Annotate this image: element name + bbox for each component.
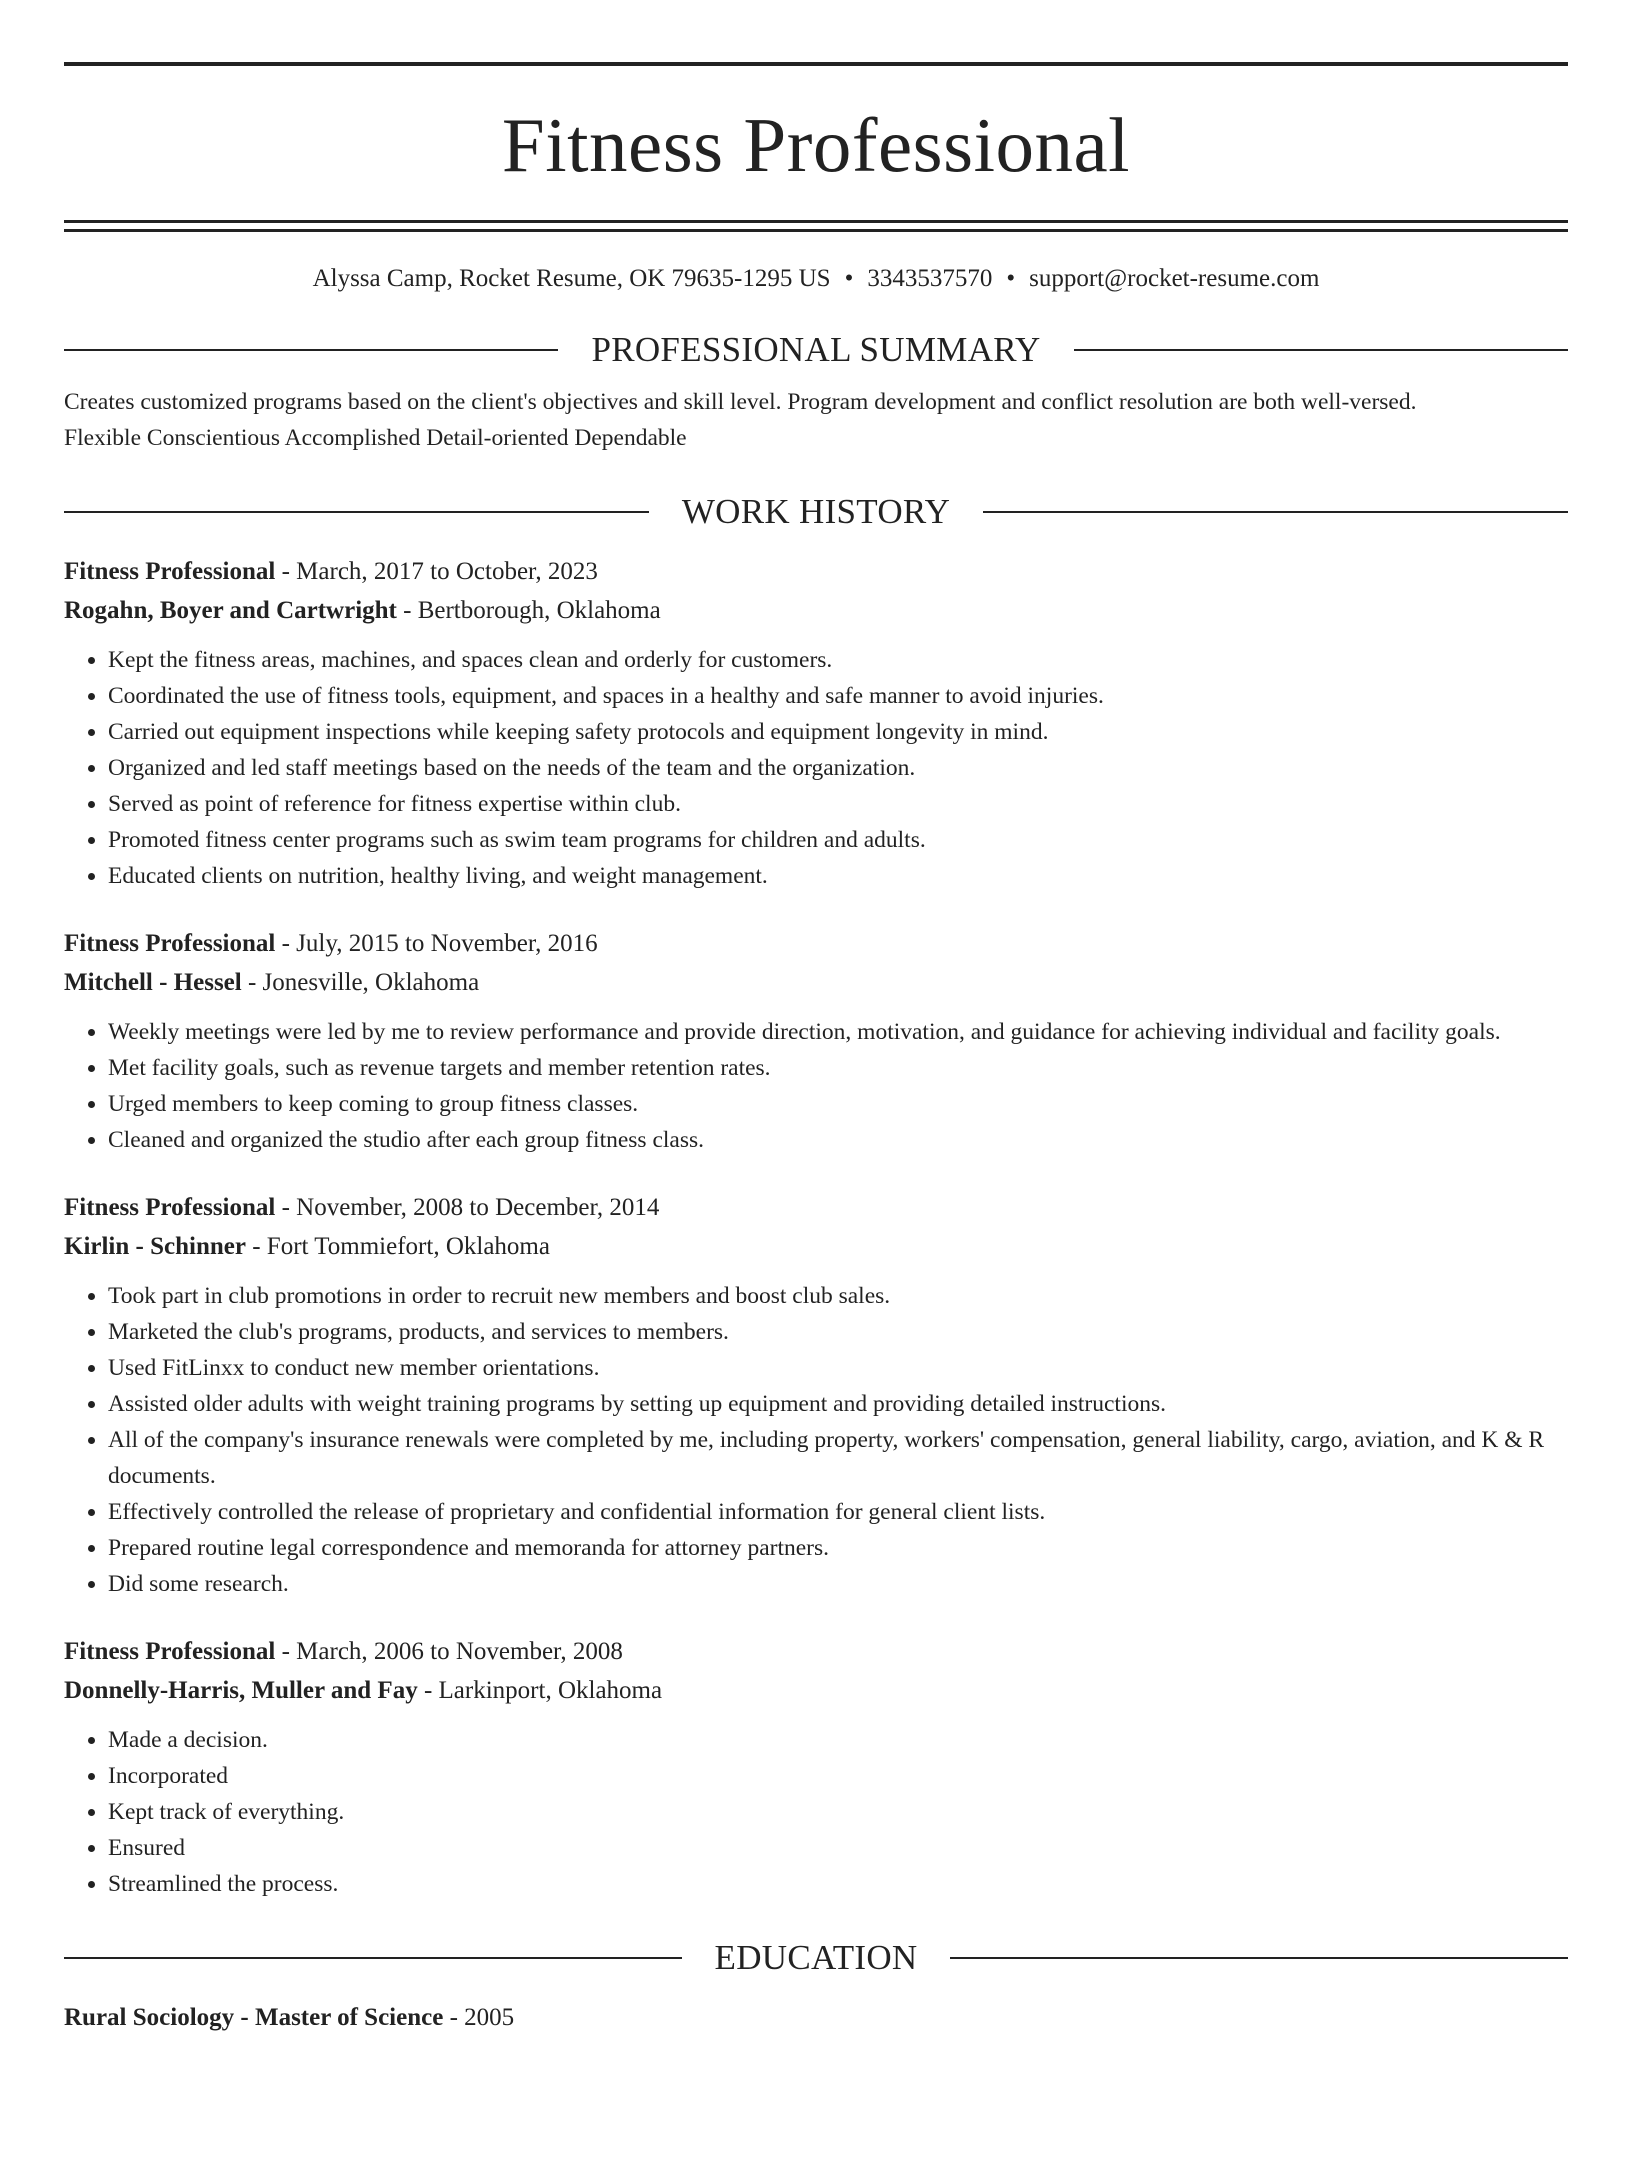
bullet-item: • Coordinated the use of fitness tools, equipment, and spaces in a healthy and safe manner to avoid injuries. bbox=[108, 678, 1568, 714]
job-title: Fitness Professional bbox=[64, 930, 276, 957]
job-company-line bbox=[64, 1671, 1568, 1710]
summary-text bbox=[64, 384, 1568, 456]
education-degree: Rural Sociology - Master of Science bbox=[64, 2004, 444, 2031]
job-dates: - July, 2015 to November, 2016 bbox=[275, 930, 598, 957]
job-location: - Bertborough, Oklahoma bbox=[396, 597, 661, 624]
bullet-item: • All of the company's insurance renewals were completed by me, including property, workers' compensation, general liability, cargo, aviation, and K & R documents. bbox=[108, 1422, 1568, 1494]
bullet-item: • Made a decision. bbox=[108, 1722, 1568, 1758]
work-section-heading bbox=[64, 490, 1568, 534]
job-bullets bbox=[64, 1722, 1568, 1902]
job-title-line bbox=[64, 924, 1568, 963]
bullet-item: • Marketed the club's programs, products, and services to members. bbox=[108, 1314, 1568, 1350]
contact-separator: • bbox=[844, 265, 854, 292]
resume-page bbox=[0, 62, 1632, 2174]
summary-line: Flexible Conscientious Accomplished Detail-oriented Dependable bbox=[64, 425, 687, 451]
job-company-line bbox=[64, 963, 1568, 1002]
bullet-item: • Weekly meetings were led by me to review performance and provide direction, motivation, and guidance for achieving individual and facility goals. bbox=[108, 1014, 1568, 1050]
job-company: Kirlin - Schinner bbox=[64, 1233, 246, 1260]
education-year: - 2005 bbox=[443, 2004, 515, 2031]
work-heading-label: WORK HISTORY bbox=[681, 492, 951, 531]
bullet-item: • Took part in club promotions in order to recruit new members and boost club sales. bbox=[108, 1278, 1568, 1314]
contact-email: support@rocket-resume.com bbox=[1029, 265, 1320, 292]
job-location: - Larkinport, Oklahoma bbox=[417, 1677, 663, 1704]
heading-rule-left bbox=[64, 349, 558, 351]
job-dates: - March, 2006 to November, 2008 bbox=[275, 1638, 623, 1665]
bullet-item: • Used FitLinxx to conduct new member orientations. bbox=[108, 1350, 1568, 1386]
bullet-item: • Ensured bbox=[108, 1830, 1568, 1866]
resume-title: Fitness Professional bbox=[501, 102, 1131, 188]
job-entry bbox=[64, 924, 1568, 1158]
job-entry bbox=[64, 1632, 1568, 1902]
job-bullets bbox=[64, 642, 1568, 894]
bullet-item: • Served as point of reference for fitness expertise within club. bbox=[108, 786, 1568, 822]
job-dates: - November, 2008 to December, 2014 bbox=[275, 1194, 660, 1221]
bullet-item: • Assisted older adults with weight training programs by setting up equipment and providing detailed instructions. bbox=[108, 1386, 1568, 1422]
job-bullets bbox=[64, 1278, 1568, 1602]
bullet-item: • Kept the fitness areas, machines, and spaces clean and orderly for customers. bbox=[108, 642, 1568, 678]
education-heading-label: EDUCATION bbox=[714, 1938, 918, 1977]
contact-separator: • bbox=[1006, 265, 1016, 292]
contact-address: Alyssa Camp, Rocket Resume, OK 79635-1295 US bbox=[312, 265, 831, 292]
heading-rule-right bbox=[983, 511, 1568, 513]
header-double-rule bbox=[64, 220, 1568, 232]
job-company-line bbox=[64, 1227, 1568, 1266]
summary-line: Creates customized programs based on the client's objectives and skill level. Program development and conflict resolution are both well-versed. bbox=[64, 389, 1417, 415]
bullet-item: • Promoted fitness center programs such as swim team programs for children and adults. bbox=[108, 822, 1568, 858]
bullet-item: • Effectively controlled the release of proprietary and confidential information for general client lists. bbox=[108, 1494, 1568, 1530]
bullet-item: • Incorporated bbox=[108, 1758, 1568, 1794]
job-title-line bbox=[64, 1188, 1568, 1227]
heading-rule-right bbox=[1074, 349, 1568, 351]
contact-phone: 3343537570 bbox=[867, 265, 993, 292]
job-company: Donnelly-Harris, Muller and Fay bbox=[64, 1677, 418, 1704]
job-entry bbox=[64, 1188, 1568, 1602]
job-title: Fitness Professional bbox=[64, 1194, 276, 1221]
heading-rule-left bbox=[64, 1957, 682, 1959]
job-title-line bbox=[64, 552, 1568, 591]
bullet-item: • Carried out equipment inspections while keeping safety protocols and equipment longevity in mind. bbox=[108, 714, 1568, 750]
heading-rule-right bbox=[950, 1957, 1568, 1959]
job-company: Rogahn, Boyer and Cartwright bbox=[64, 597, 397, 624]
bullet-item: • Educated clients on nutrition, healthy living, and weight management. bbox=[108, 858, 1568, 894]
job-company-line bbox=[64, 591, 1568, 630]
summary-section-heading bbox=[64, 328, 1568, 372]
bullet-item: • Kept track of everything. bbox=[108, 1794, 1568, 1830]
job-location: - Jonesville, Oklahoma bbox=[241, 969, 480, 996]
bullet-item: • Prepared routine legal correspondence and memoranda for attorney partners. bbox=[108, 1530, 1568, 1566]
bullet-item: • Organized and led staff meetings based on the needs of the team and the organization. bbox=[108, 750, 1568, 786]
job-title-line bbox=[64, 1632, 1568, 1671]
bullet-item: • Met facility goals, such as revenue targets and member retention rates. bbox=[108, 1050, 1568, 1086]
bullet-item: • Cleaned and organized the studio after each group fitness class. bbox=[108, 1122, 1568, 1158]
job-bullets bbox=[64, 1014, 1568, 1158]
contact-line bbox=[64, 264, 1568, 294]
bullet-item: • Streamlined the process. bbox=[108, 1866, 1568, 1902]
header-top-rule bbox=[64, 62, 1568, 66]
job-title: Fitness Professional bbox=[64, 1638, 276, 1665]
heading-rule-left bbox=[64, 511, 649, 513]
job-dates: - March, 2017 to October, 2023 bbox=[275, 558, 598, 585]
education-section-heading bbox=[64, 1936, 1568, 1980]
summary-heading-label: PROFESSIONAL SUMMARY bbox=[591, 330, 1041, 369]
bullet-item: • Did some research. bbox=[108, 1566, 1568, 1602]
bullet-item: • Urged members to keep coming to group fitness classes. bbox=[108, 1086, 1568, 1122]
job-company: Mitchell - Hessel bbox=[64, 969, 242, 996]
education-entry bbox=[64, 1998, 1568, 2037]
job-location: - Fort Tommiefort, Oklahoma bbox=[245, 1233, 550, 1260]
job-entry bbox=[64, 552, 1568, 894]
job-title: Fitness Professional bbox=[64, 558, 276, 585]
